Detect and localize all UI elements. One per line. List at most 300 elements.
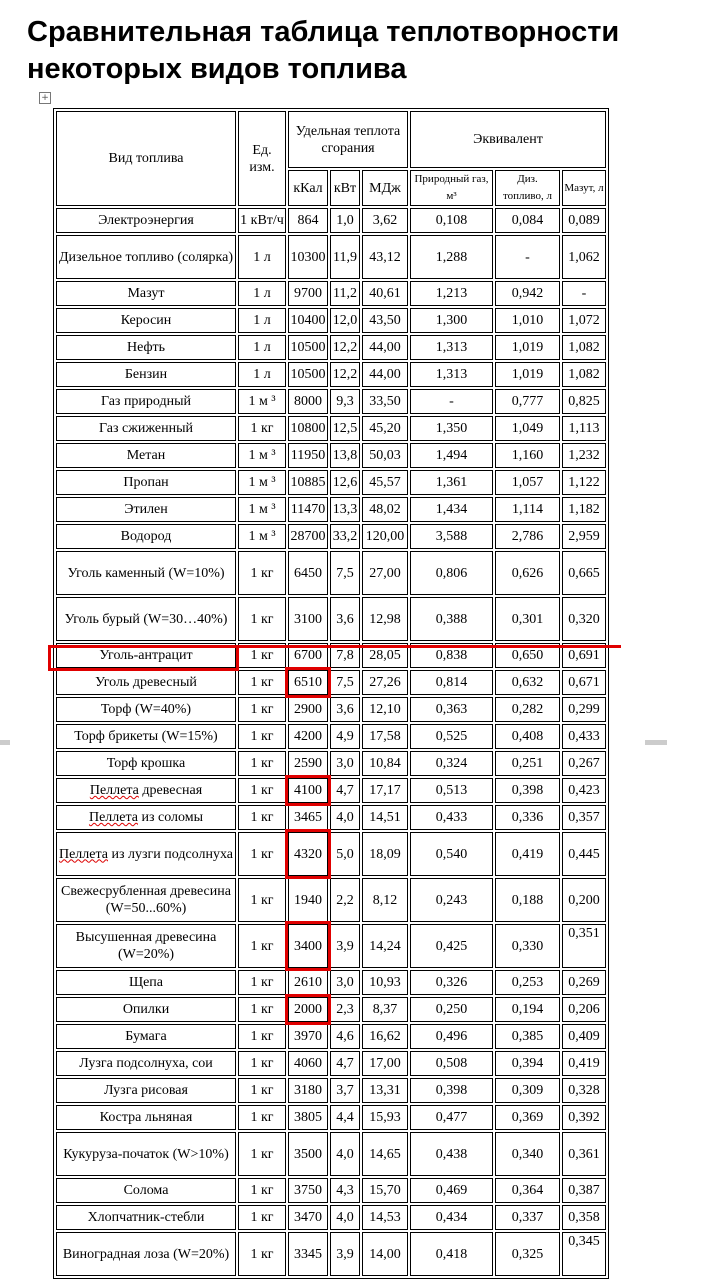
cell-unit: 1 кг xyxy=(238,551,286,595)
cell-kcal: 2000 xyxy=(288,997,328,1022)
cell-mazut: 0,357 xyxy=(562,805,606,830)
cell-name: Кукуруза-початок (W>10%) xyxy=(56,1132,236,1176)
cell-mj: 48,02 xyxy=(362,497,408,522)
cell-mj: 40,61 xyxy=(362,281,408,306)
cell-diesel: 1,114 xyxy=(495,497,560,522)
cell-mazut: 0,089 xyxy=(562,208,606,233)
cell-mj: 45,57 xyxy=(362,470,408,495)
cell-diesel: 1,049 xyxy=(495,416,560,441)
cell-diesel: 0,394 xyxy=(495,1051,560,1076)
table-row xyxy=(56,970,606,995)
cell-diesel: 1,019 xyxy=(495,362,560,387)
cell-kwt: 3,7 xyxy=(330,1078,360,1103)
header-equivalent: Эквивалент xyxy=(410,111,606,168)
cell-diesel: 1,010 xyxy=(495,308,560,333)
cell-kwt: 9,3 xyxy=(330,389,360,414)
cell-name: Хлопчатник-стебли xyxy=(56,1205,236,1230)
cell-gas: 1,288 xyxy=(410,235,493,279)
cell-name: Уголь бурый (W=30…40%) xyxy=(56,597,236,641)
cell-mj: 14,24 xyxy=(362,924,408,968)
cell-kwt: 4,3 xyxy=(330,1178,360,1203)
table-row xyxy=(56,235,606,279)
cell-unit: 1 кг xyxy=(238,1178,286,1203)
table-row xyxy=(56,805,606,830)
cell-diesel: 0,194 xyxy=(495,997,560,1022)
cell-mj: 12,10 xyxy=(362,697,408,722)
cell-name: Опилки xyxy=(56,997,236,1022)
cell-name: Пеллета из соломы xyxy=(56,805,236,830)
cell-name: Керосин xyxy=(56,308,236,333)
cell-mj: 10,84 xyxy=(362,751,408,776)
cell-diesel: 2,786 xyxy=(495,524,560,549)
table-row xyxy=(56,308,606,333)
cell-diesel: 0,337 xyxy=(495,1205,560,1230)
header-gas: Природный газ, м³ xyxy=(410,170,493,206)
cell-mazut: 1,082 xyxy=(562,335,606,360)
cell-kwt: 12,0 xyxy=(330,308,360,333)
cell-kcal: 10800 xyxy=(288,416,328,441)
table-row xyxy=(56,443,606,468)
cell-mazut: 1,232 xyxy=(562,443,606,468)
cell-kcal: 10500 xyxy=(288,335,328,360)
cell-mazut: 0,387 xyxy=(562,1178,606,1203)
cell-unit: 1 кг xyxy=(238,1051,286,1076)
cell-gas: 0,108 xyxy=(410,208,493,233)
cell-kcal: 3345 xyxy=(288,1232,328,1276)
cell-kcal: 11470 xyxy=(288,497,328,522)
cell-diesel: 1,057 xyxy=(495,470,560,495)
cell-diesel: 0,777 xyxy=(495,389,560,414)
cell-kwt: 3,6 xyxy=(330,597,360,641)
table-row xyxy=(56,362,606,387)
cell-diesel: 0,084 xyxy=(495,208,560,233)
table-row xyxy=(56,1078,606,1103)
cell-gas: 0,398 xyxy=(410,1078,493,1103)
header-diesel: Диз. топливо, л xyxy=(495,170,560,206)
cell-mj: 3,62 xyxy=(362,208,408,233)
cell-mazut: 1,062 xyxy=(562,235,606,279)
cell-mj: 16,62 xyxy=(362,1024,408,1049)
cell-gas: 0,508 xyxy=(410,1051,493,1076)
cell-kwt: 12,6 xyxy=(330,470,360,495)
cell-kwt: 7,5 xyxy=(330,551,360,595)
cell-name: Мазут xyxy=(56,281,236,306)
cell-mazut: 0,200 xyxy=(562,878,606,922)
cell-kwt: 3,0 xyxy=(330,970,360,995)
cell-unit: 1 кг xyxy=(238,997,286,1022)
cell-unit: 1 кг xyxy=(238,724,286,749)
cell-kcal: 3500 xyxy=(288,1132,328,1176)
cell-mazut: 1,113 xyxy=(562,416,606,441)
cell-unit: 1 кг xyxy=(238,1232,286,1276)
cell-name: Нефть xyxy=(56,335,236,360)
cell-diesel: 0,325 xyxy=(495,1232,560,1276)
cell-gas: 0,814 xyxy=(410,670,493,695)
cell-gas: 3,588 xyxy=(410,524,493,549)
cell-gas: 0,363 xyxy=(410,697,493,722)
cell-unit: 1 кг xyxy=(238,1078,286,1103)
cell-name: Бумага xyxy=(56,1024,236,1049)
cell-mj: 8,12 xyxy=(362,878,408,922)
cell-name: Газ природный xyxy=(56,389,236,414)
cell-diesel: 0,282 xyxy=(495,697,560,722)
cell-mazut: 0,320 xyxy=(562,597,606,641)
table-row xyxy=(56,551,606,595)
cell-gas: 1,213 xyxy=(410,281,493,306)
cell-gas: - xyxy=(410,389,493,414)
cell-kcal: 864 xyxy=(288,208,328,233)
table-row xyxy=(56,497,606,522)
cell-kcal: 4060 xyxy=(288,1051,328,1076)
cell-unit: 1 кг xyxy=(238,643,286,668)
cell-kcal: 6510 xyxy=(288,670,328,695)
cell-kcal: 3465 xyxy=(288,805,328,830)
table-row xyxy=(56,416,606,441)
table-row xyxy=(56,1132,606,1176)
cell-kcal: 6450 xyxy=(288,551,328,595)
cell-name: Пропан xyxy=(56,470,236,495)
cell-mj: 17,17 xyxy=(362,778,408,803)
cell-kwt: 4,9 xyxy=(330,724,360,749)
fuel-comparison-table xyxy=(53,108,609,1279)
cell-unit: 1 кг xyxy=(238,1105,286,1130)
spellcheck-underline: Пеллета xyxy=(89,783,139,798)
table-row xyxy=(56,597,606,641)
cell-mazut: 1,182 xyxy=(562,497,606,522)
cell-diesel: 0,398 xyxy=(495,778,560,803)
cell-kcal: 2900 xyxy=(288,697,328,722)
table-row xyxy=(56,643,606,668)
cell-gas: 0,513 xyxy=(410,778,493,803)
cell-name: Щепа xyxy=(56,970,236,995)
cell-gas: 1,434 xyxy=(410,497,493,522)
cell-diesel: - xyxy=(495,235,560,279)
table-row xyxy=(56,208,606,233)
table-row xyxy=(56,281,606,306)
cell-kcal: 10885 xyxy=(288,470,328,495)
cell-name: Пеллета из лузги подсолнуха xyxy=(56,832,236,876)
cell-unit: 1 л xyxy=(238,308,286,333)
cell-gas: 0,326 xyxy=(410,970,493,995)
cell-mj: 43,50 xyxy=(362,308,408,333)
cell-mazut: 0,423 xyxy=(562,778,606,803)
cell-gas: 0,243 xyxy=(410,878,493,922)
cell-diesel: 0,369 xyxy=(495,1105,560,1130)
cell-diesel: 0,650 xyxy=(495,643,560,668)
cell-diesel: 0,942 xyxy=(495,281,560,306)
cell-kcal: 28700 xyxy=(288,524,328,549)
cell-mj: 45,20 xyxy=(362,416,408,441)
cell-kcal: 3470 xyxy=(288,1205,328,1230)
cell-mazut: 1,122 xyxy=(562,470,606,495)
cell-unit: 1 кг xyxy=(238,670,286,695)
cell-diesel: 0,309 xyxy=(495,1078,560,1103)
cell-diesel: 0,251 xyxy=(495,751,560,776)
table-row xyxy=(56,335,606,360)
cell-kcal: 2610 xyxy=(288,970,328,995)
cell-diesel: 1,019 xyxy=(495,335,560,360)
margin-mark xyxy=(0,740,10,745)
cell-unit: 1 л xyxy=(238,335,286,360)
table-row xyxy=(56,1105,606,1130)
table-row xyxy=(56,524,606,549)
cell-mj: 17,00 xyxy=(362,1051,408,1076)
cell-mj: 33,50 xyxy=(362,389,408,414)
table-row xyxy=(56,1024,606,1049)
cell-kcal: 8000 xyxy=(288,389,328,414)
cell-mazut: 0,206 xyxy=(562,997,606,1022)
cell-unit: 1 кг xyxy=(238,1132,286,1176)
cell-unit: 1 кг xyxy=(238,832,286,876)
margin-mark xyxy=(645,740,667,745)
cell-mazut: - xyxy=(562,281,606,306)
cell-diesel: 0,188 xyxy=(495,878,560,922)
cell-name: Водород xyxy=(56,524,236,549)
cell-kcal: 4200 xyxy=(288,724,328,749)
cell-gas: 0,388 xyxy=(410,597,493,641)
cell-unit: 1 л xyxy=(238,362,286,387)
cell-diesel: 0,301 xyxy=(495,597,560,641)
cell-gas: 1,313 xyxy=(410,335,493,360)
table-row xyxy=(56,924,606,968)
cell-diesel: 0,385 xyxy=(495,1024,560,1049)
cell-kwt: 11,2 xyxy=(330,281,360,306)
table-row xyxy=(56,389,606,414)
spellcheck-underline: Пеллета xyxy=(88,810,138,825)
cell-kwt: 4,4 xyxy=(330,1105,360,1130)
cell-mj: 15,70 xyxy=(362,1178,408,1203)
cell-name: Бензин xyxy=(56,362,236,387)
cell-mazut: 0,433 xyxy=(562,724,606,749)
cell-unit: 1 кг xyxy=(238,751,286,776)
page-title: Сравнительная таблица теплотворности некоторых видов топлива xyxy=(27,16,620,85)
table-move-handle-icon[interactable]: + xyxy=(39,92,51,104)
cell-unit: 1 кг xyxy=(238,778,286,803)
cell-kwt: 4,0 xyxy=(330,1205,360,1230)
table-row xyxy=(56,778,606,803)
cell-name: Лузга подсолнуха, сои xyxy=(56,1051,236,1076)
cell-kcal: 10400 xyxy=(288,308,328,333)
cell-mazut: 0,358 xyxy=(562,1205,606,1230)
cell-kwt: 4,7 xyxy=(330,1051,360,1076)
cell-mazut: 0,671 xyxy=(562,670,606,695)
cell-mazut: 0,665 xyxy=(562,551,606,595)
cell-kwt: 4,0 xyxy=(330,805,360,830)
cell-mazut: 1,082 xyxy=(562,362,606,387)
cell-name: Свежесрубленная древесина (W=50...60%) xyxy=(56,878,236,922)
table-row xyxy=(56,1051,606,1076)
cell-kwt: 33,2 xyxy=(330,524,360,549)
header-kwt: кВт xyxy=(330,170,360,206)
table-row xyxy=(56,832,606,876)
cell-mj: 12,98 xyxy=(362,597,408,641)
cell-mazut: 0,691 xyxy=(562,643,606,668)
cell-name: Виноградная лоза (W=20%) xyxy=(56,1232,236,1276)
cell-kwt: 7,5 xyxy=(330,670,360,695)
cell-unit: 1 кг xyxy=(238,1024,286,1049)
cell-gas: 0,496 xyxy=(410,1024,493,1049)
table-row xyxy=(56,997,606,1022)
cell-mazut: 0,328 xyxy=(562,1078,606,1103)
cell-gas: 1,300 xyxy=(410,308,493,333)
cell-kcal: 3970 xyxy=(288,1024,328,1049)
cell-name: Пеллета древесная xyxy=(56,778,236,803)
cell-name: Дизельное топливо (солярка) xyxy=(56,235,236,279)
table-row xyxy=(56,751,606,776)
cell-kwt: 4,0 xyxy=(330,1132,360,1176)
cell-diesel: 0,330 xyxy=(495,924,560,968)
cell-name: Этилен xyxy=(56,497,236,522)
cell-diesel: 0,626 xyxy=(495,551,560,595)
table-row xyxy=(56,697,606,722)
cell-kcal: 4320 xyxy=(288,832,328,876)
cell-diesel: 0,408 xyxy=(495,724,560,749)
cell-mj: 50,03 xyxy=(362,443,408,468)
cell-kcal: 2590 xyxy=(288,751,328,776)
cell-unit: 1 м ³ xyxy=(238,389,286,414)
cell-name: Уголь каменный (W=10%) xyxy=(56,551,236,595)
header-mazut: Мазут, л xyxy=(562,170,606,206)
cell-unit: 1 м ³ xyxy=(238,470,286,495)
cell-mj: 14,65 xyxy=(362,1132,408,1176)
cell-unit: 1 л xyxy=(238,235,286,279)
cell-kwt: 3,9 xyxy=(330,1232,360,1276)
cell-unit: 1 м ³ xyxy=(238,443,286,468)
cell-kwt: 12,2 xyxy=(330,335,360,360)
cell-kcal: 3400 xyxy=(288,924,328,968)
cell-mj: 14,51 xyxy=(362,805,408,830)
cell-mj: 10,93 xyxy=(362,970,408,995)
cell-name: Уголь-антрацит xyxy=(56,643,236,668)
cell-name: Электроэнергия xyxy=(56,208,236,233)
header-mj: МДж xyxy=(362,170,408,206)
cell-kwt: 13,3 xyxy=(330,497,360,522)
cell-kwt: 4,7 xyxy=(330,778,360,803)
cell-name: Высушенная древесина (W=20%) xyxy=(56,924,236,968)
cell-kcal: 3805 xyxy=(288,1105,328,1130)
cell-mj: 15,93 xyxy=(362,1105,408,1130)
cell-mazut: 0,392 xyxy=(562,1105,606,1130)
cell-gas: 0,838 xyxy=(410,643,493,668)
cell-gas: 0,525 xyxy=(410,724,493,749)
cell-diesel: 0,632 xyxy=(495,670,560,695)
cell-kcal: 11950 xyxy=(288,443,328,468)
cell-kcal: 3180 xyxy=(288,1078,328,1103)
cell-gas: 0,425 xyxy=(410,924,493,968)
cell-kwt: 2,2 xyxy=(330,878,360,922)
cell-gas: 0,250 xyxy=(410,997,493,1022)
cell-unit: 1 кг xyxy=(238,1205,286,1230)
cell-gas: 0,477 xyxy=(410,1105,493,1130)
cell-mj: 14,53 xyxy=(362,1205,408,1230)
table-row xyxy=(56,724,606,749)
cell-unit: 1 кг xyxy=(238,416,286,441)
cell-name: Торф брикеты (W=15%) xyxy=(56,724,236,749)
cell-gas: 1,361 xyxy=(410,470,493,495)
cell-unit: 1 кг xyxy=(238,878,286,922)
cell-mazut: 0,345 xyxy=(562,1232,606,1276)
cell-name: Торф крошка xyxy=(56,751,236,776)
cell-name: Газ сжиженный xyxy=(56,416,236,441)
cell-gas: 1,350 xyxy=(410,416,493,441)
table-row xyxy=(56,1178,606,1203)
cell-kcal: 10500 xyxy=(288,362,328,387)
header-fuel-type: Вид топлива xyxy=(56,111,236,206)
cell-mj: 17,58 xyxy=(362,724,408,749)
cell-mazut: 0,351 xyxy=(562,924,606,968)
table-row xyxy=(56,670,606,695)
cell-unit: 1 кг xyxy=(238,805,286,830)
cell-unit: 1 кг xyxy=(238,970,286,995)
cell-kcal: 3750 xyxy=(288,1178,328,1203)
cell-diesel: 0,364 xyxy=(495,1178,560,1203)
cell-mazut: 0,445 xyxy=(562,832,606,876)
cell-mj: 28,05 xyxy=(362,643,408,668)
cell-diesel: 0,253 xyxy=(495,970,560,995)
cell-mazut: 2,959 xyxy=(562,524,606,549)
cell-diesel: 0,340 xyxy=(495,1132,560,1176)
cell-mj: 13,31 xyxy=(362,1078,408,1103)
table-row xyxy=(56,1232,606,1276)
spellcheck-underline: Пеллета xyxy=(58,846,108,862)
cell-kwt: 4,6 xyxy=(330,1024,360,1049)
cell-mj: 14,00 xyxy=(362,1232,408,1276)
cell-mazut: 0,825 xyxy=(562,389,606,414)
cell-gas: 0,540 xyxy=(410,832,493,876)
cell-mazut: 1,072 xyxy=(562,308,606,333)
cell-unit: 1 м ³ xyxy=(238,497,286,522)
cell-mj: 44,00 xyxy=(362,335,408,360)
cell-gas: 0,418 xyxy=(410,1232,493,1276)
cell-mj: 120,00 xyxy=(362,524,408,549)
cell-name: Торф (W=40%) xyxy=(56,697,236,722)
header-unit: Ед. изм. xyxy=(238,111,286,206)
cell-kcal: 10300 xyxy=(288,235,328,279)
cell-mazut: 0,409 xyxy=(562,1024,606,1049)
cell-diesel: 0,336 xyxy=(495,805,560,830)
cell-unit: 1 кг xyxy=(238,924,286,968)
cell-unit: 1 кг xyxy=(238,597,286,641)
cell-gas: 0,806 xyxy=(410,551,493,595)
cell-name: Костра льняная xyxy=(56,1105,236,1130)
cell-gas: 0,434 xyxy=(410,1205,493,1230)
cell-kwt: 13,8 xyxy=(330,443,360,468)
cell-mj: 18,09 xyxy=(362,832,408,876)
cell-mazut: 0,269 xyxy=(562,970,606,995)
cell-kcal: 4100 xyxy=(288,778,328,803)
cell-kwt: 3,9 xyxy=(330,924,360,968)
cell-mazut: 0,299 xyxy=(562,697,606,722)
table-row xyxy=(56,1205,606,1230)
cell-gas: 1,313 xyxy=(410,362,493,387)
cell-mazut: 0,267 xyxy=(562,751,606,776)
cell-kwt: 3,0 xyxy=(330,751,360,776)
cell-mj: 27,00 xyxy=(362,551,408,595)
cell-kwt: 7,8 xyxy=(330,643,360,668)
cell-unit: 1 кВт/ч xyxy=(238,208,286,233)
table-row xyxy=(56,878,606,922)
cell-unit: 1 м ³ xyxy=(238,524,286,549)
cell-kwt: 12,5 xyxy=(330,416,360,441)
cell-kwt: 5,0 xyxy=(330,832,360,876)
header-specific-heat: Удельная теплота сгорания xyxy=(288,111,408,168)
table-row xyxy=(56,470,606,495)
cell-gas: 0,433 xyxy=(410,805,493,830)
cell-mj: 44,00 xyxy=(362,362,408,387)
cell-name: Метан xyxy=(56,443,236,468)
cell-gas: 0,438 xyxy=(410,1132,493,1176)
cell-gas: 0,469 xyxy=(410,1178,493,1203)
